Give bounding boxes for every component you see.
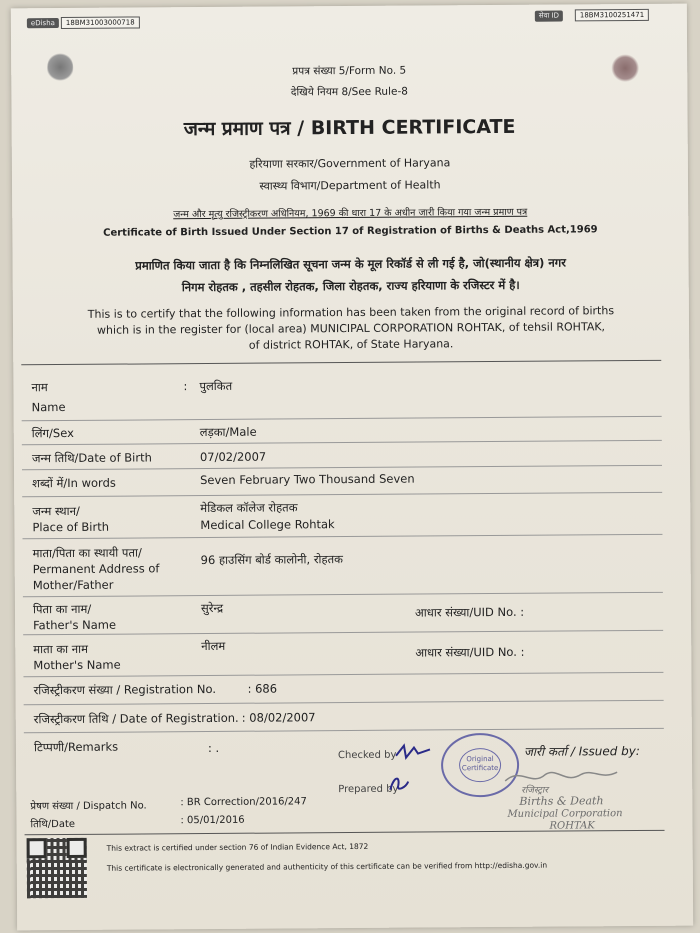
divider (22, 492, 662, 497)
remarks-label: टिप्पणी/Remarks (33, 739, 119, 755)
act-english: Certificate of Birth Issued Under Section 17 of Registration of Births & Deaths Act,1969 (103, 224, 598, 239)
government: हरियाणा सरकार/Government of Haryana (249, 156, 451, 171)
divider (23, 630, 663, 635)
department: स्वास्थ्य विभाग/Department of Health (259, 178, 441, 193)
mother-label: Mother's Name (33, 657, 121, 673)
certificate-title: जन्म प्रमाण पत्र / BIRTH CERTIFICATE (183, 115, 516, 141)
sex-value: लड़का/Male (199, 424, 257, 440)
certificate-paper (11, 4, 693, 931)
divider (22, 440, 662, 445)
registrar-signature-icon (501, 766, 621, 787)
divider (22, 465, 662, 470)
stamp-text-2: Certificate (461, 763, 499, 773)
prepared-by-label: Prepared by (338, 783, 399, 796)
divider (24, 700, 664, 705)
divider (22, 416, 662, 421)
checked-by-label: Checked by (337, 749, 397, 762)
sex-label: लिंग/Sex (31, 425, 74, 441)
certify-hindi-line1: प्रमाणित किया जाता है कि निम्नलिखित सूचना जन्म के मूल रिकॉर्ड से ली गई है, जो(स्थानीय क्षेत्र) नगर (135, 255, 566, 273)
dispatch-value: : BR Correction/2016/247 (180, 796, 307, 809)
registration-no-label: रजिस्ट्रीकरण संख्या / Registration No. (33, 681, 217, 698)
evidence-act-note: This extract is certified under section 76 of Indian Evidence Act, 1872 (106, 841, 369, 853)
address-value: 96 हाउसिंग बोर्ड कालोनी, रोहतक (200, 552, 344, 568)
certify-english-line2: which is in the register for (local area) MUNICIPAL CORPORATION ROHTAK, of tehsil ROHTAK, (96, 320, 606, 337)
pob-value-hindi: मेडिकल कॉलेज रोहतक (200, 500, 298, 516)
divider (21, 360, 661, 365)
mother-uid-label: आधार संख्या/UID No. : (415, 644, 525, 660)
stamp-text-1: Original (466, 755, 494, 764)
date-label: तिथि/Date (30, 818, 76, 831)
address-label-2: Mother/Father (32, 577, 114, 593)
certify-english-line1: This is to certify that the following information has been taken from the original record of births (87, 304, 615, 321)
seva-id-tag: सेवा ID (535, 11, 563, 22)
registrar-city: ROHTAK (549, 820, 595, 832)
act-hindi: जन्म और मृत्यु रजिस्ट्रीकरण अधिनियम, 1969 की धारा 17 के अधीन जारी किया गया जन्म प्रमाण पत्र (173, 206, 528, 221)
father-label: Father's Name (33, 617, 117, 633)
edisha-tag: eDisha (27, 18, 59, 28)
name-label: Name (31, 399, 66, 415)
mother-value: नीलम (201, 638, 226, 654)
registrar-title-hindi: रजिस्ट्रार (521, 785, 549, 796)
pob-label-hindi: जन्म स्थान/ (32, 503, 80, 519)
date-value: : 05/01/2016 (180, 814, 245, 827)
see-rule: देखिये नियम 8/See Rule-8 (290, 85, 408, 99)
address-label-hindi: माता/पिता का स्थायी पता/ (32, 545, 142, 561)
issued-by-label: जारी कर्ता / Issued by: (523, 743, 640, 759)
dob-value: 07/02/2007 (199, 449, 267, 465)
checked-by-signature-icon (394, 739, 434, 761)
in-words-label: शब्दों में/In words (32, 475, 116, 491)
address-label: Permanent Address of (32, 561, 160, 577)
in-words-value: Seven February Two Thousand Seven (200, 471, 415, 488)
form-number: प्रपत्र संख्या 5/Form No. 5 (292, 64, 407, 78)
dob-label: जन्म तिथि/Date of Birth (31, 450, 152, 466)
pob-label: Place of Birth (32, 519, 110, 535)
divider (24, 728, 664, 733)
mother-label-hindi: माता का नाम (33, 641, 89, 657)
father-label-hindi: पिता का नाम/ (32, 601, 92, 617)
pob-value: Medical College Rohtak (200, 517, 335, 533)
certify-hindi-line2: निगम रोहतक , तहसील रोहतक, जिला रोहतक, राज्य हरियाणा के रजिस्टर में है। (181, 277, 520, 295)
registration-date-value: : 08/02/2007 (241, 710, 316, 725)
registration-date-label: रजिस्ट्रीकरण तिथि / Date of Registration. (33, 710, 239, 727)
registrar-title: Births & Death (519, 794, 604, 808)
certify-english-line3: of district ROHTAK, of State Haryana. (248, 337, 454, 352)
registrar-signature (491, 766, 681, 835)
verification-note: This certificate is electronically generated and authenticity of this certificate can be verified from http://edisha.gov.in (106, 860, 548, 873)
registration-no-value: : 686 (247, 681, 278, 696)
dispatch-label: प्रेषण संख्या / Dispatch No. (30, 800, 147, 813)
father-uid-label: आधार संख्या/UID No. : (414, 604, 525, 620)
divider (22, 534, 662, 539)
registrar-office: Municipal Corporation (507, 808, 623, 820)
name-label-hindi: नाम (31, 380, 48, 395)
seva-id: 18BM3100251471 (575, 9, 649, 22)
prepared-by-signature-icon (386, 774, 412, 794)
divider (23, 592, 663, 597)
father-value: सुरेन्द्र (200, 600, 224, 616)
name-colon: : (183, 379, 188, 394)
edisha-id: 18BM31003000718 (61, 16, 140, 29)
remarks-value: : . (207, 740, 220, 756)
qr-code-icon (27, 838, 87, 898)
divider (23, 672, 663, 677)
name-value: पुलकित (199, 378, 233, 394)
